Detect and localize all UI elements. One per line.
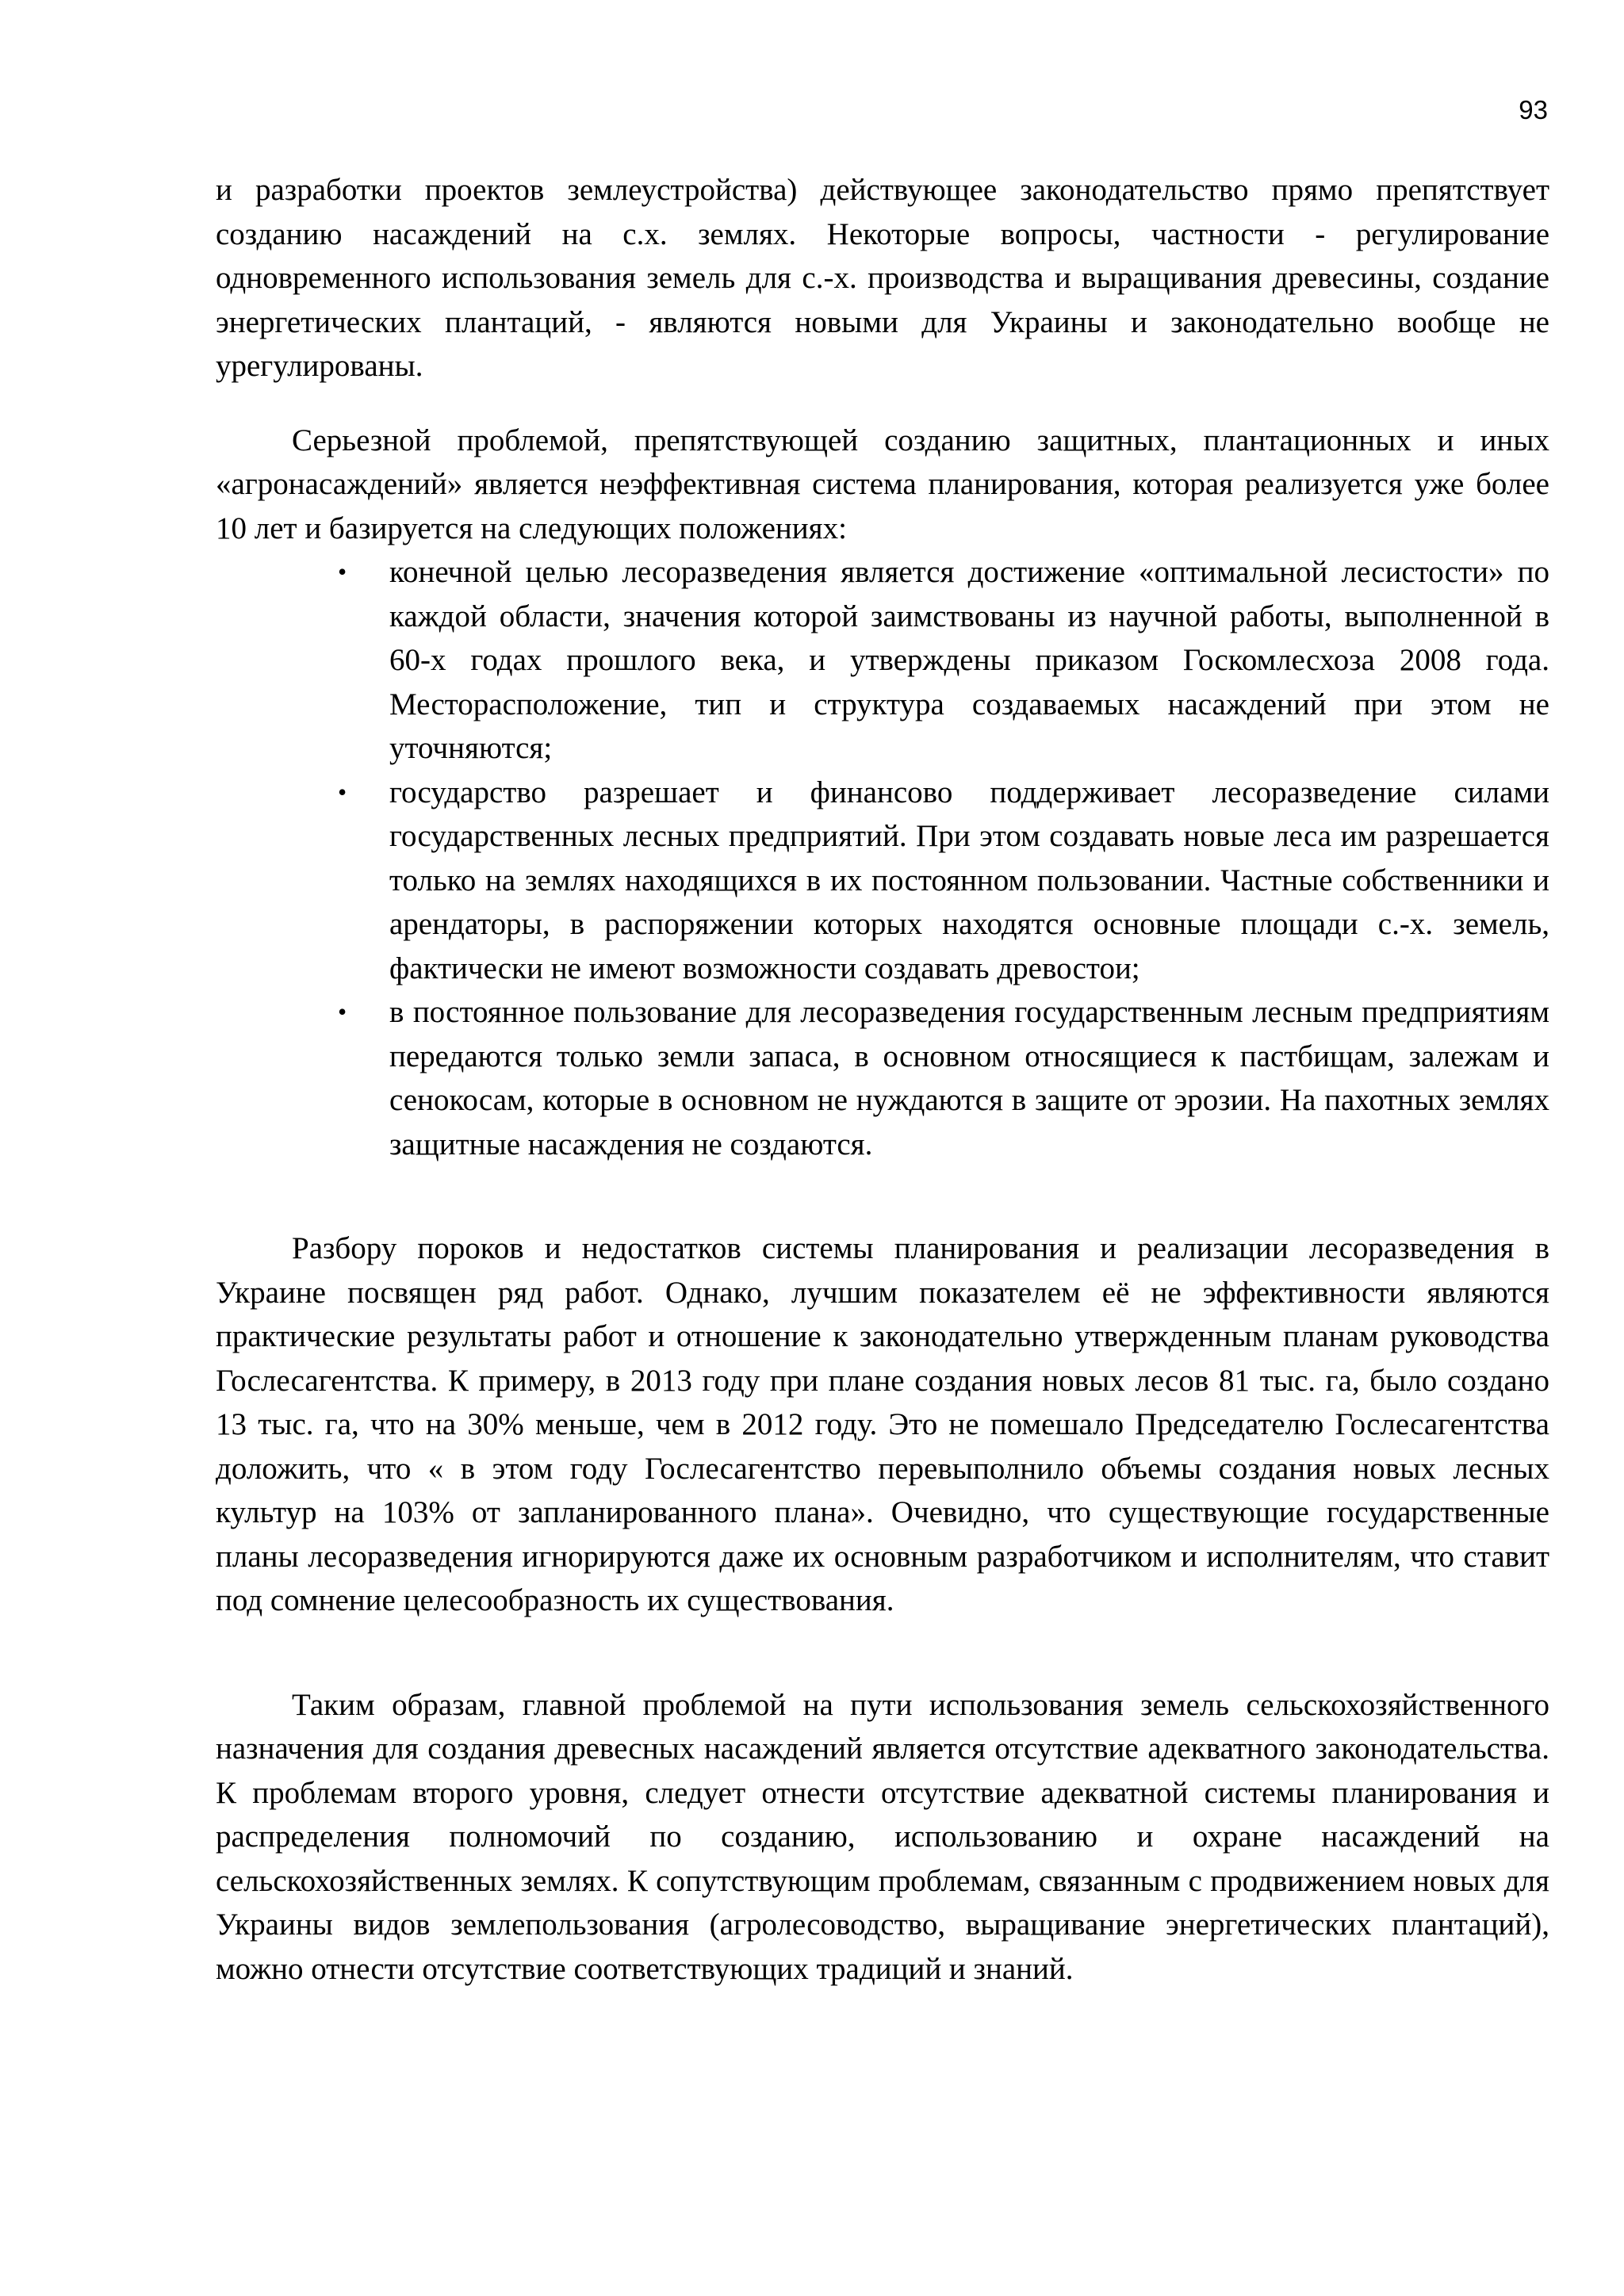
- bullet-icon: •: [338, 997, 347, 1026]
- document-body: [216, 168, 1549, 1991]
- paragraph-conclusion: Таким образам, главной проблемой на пути использования земель сельскохозяйственного назначения для создания древесных насаждений является отсутствие адекватного законодательства. К проблемам второго уровня, следует отнести отсутствие адекватной системы планирования и распределения полномочий по созданию, использованию и охране насаждений на сельскохозяйственных землях. К сопутствующим проблемам, связанным с продвижением новых для Украины видов землепользования (агролесоводство, выращивание энергетических плантаций), можно отнести отсутствие соответствующих традиций и знаний.: [216, 1687, 1549, 1986]
- list-item-text: государство разрешает и финансово поддерживает лесоразведение силами государственных лесных предприятий. При этом создавать новые леса им разрешается только на землях находящихся в их постоянном пользовании. Частные собственники и арендаторы, в распоряжении которых находятся основные площади с.-х. земель, фактически не имеют возможности создавать древостои;: [389, 775, 1549, 985]
- list-item: [338, 771, 1549, 991]
- bullet-list-planning-provisions: [216, 550, 1549, 1166]
- list-item: [338, 990, 1549, 1166]
- bullet-icon: •: [338, 557, 347, 586]
- paragraph-continuation: и разработки проектов землеустройства) действующее законодательство прямо препятствует созданию насаждений на с.х. землях. Некоторые вопросы, частности - регулирование одновременного использования земель для с.-х. производства и выращивания древесины, создание энергетических плантаций, - являются новыми для Украины и законодательно вообще не урегулированы.: [216, 173, 1549, 383]
- page-number: 93: [1519, 95, 1548, 124]
- paragraph-planning-results: Разбору пороков и недостатков системы планирования и реализации лесоразведения в Украине посвящен ряд работ. Однако, лучшим показателем её не эффективности являются практические результаты работ и отношение к законодательно утвержденным планам руководства Гослесагентства. К примеру, в 2013 году при плане создания новых лесов 81 тыс. га, было создано 13 тыс. га, что на 30% меньше, чем в 2012 году. Это не помешало Председателю Гослесагентства доложить, что « в этом году Гослесагентство перевыполнило объемы создания новых лесных культур на 103% от запланированного плана». Очевидно, что существующие государственные планы лесоразведения игнорируются даже их основным разработчиком и исполнителям, что ставит под сомнение целесообразность их существования.: [216, 1231, 1549, 1617]
- bullet-icon: •: [338, 777, 347, 806]
- list-item: [338, 550, 1549, 771]
- paragraph-planning-problem: Серьезной проблемой, препятствующей созданию защитных, плантационных и иных «агронасаждений» является неэффективная система планирования, которая реализуется уже более 10 лет и базируется на следующих положениях:: [216, 423, 1549, 545]
- list-item-text: конечной целью лесоразведения является достижение «оптимальной лесистости» по каждой области, значения которой заимствованы из научной работы, выполненной в 60-х годах прошлого века, и утверждены приказом Госкомлесхоза 2008 года. Месторасположение, тип и структура создаваемых насаждений при этом не уточняются;: [389, 555, 1549, 765]
- list-item-text: в постоянное пользование для лесоразведения государственным лесным предприятиям передаются только земли запаса, в основном относящиеся к пастбищам, залежам и сенокосам, которые в основном не нуждаются в защите от эрозии. На пахотных землях защитные насаждения не создаются.: [389, 995, 1549, 1161]
